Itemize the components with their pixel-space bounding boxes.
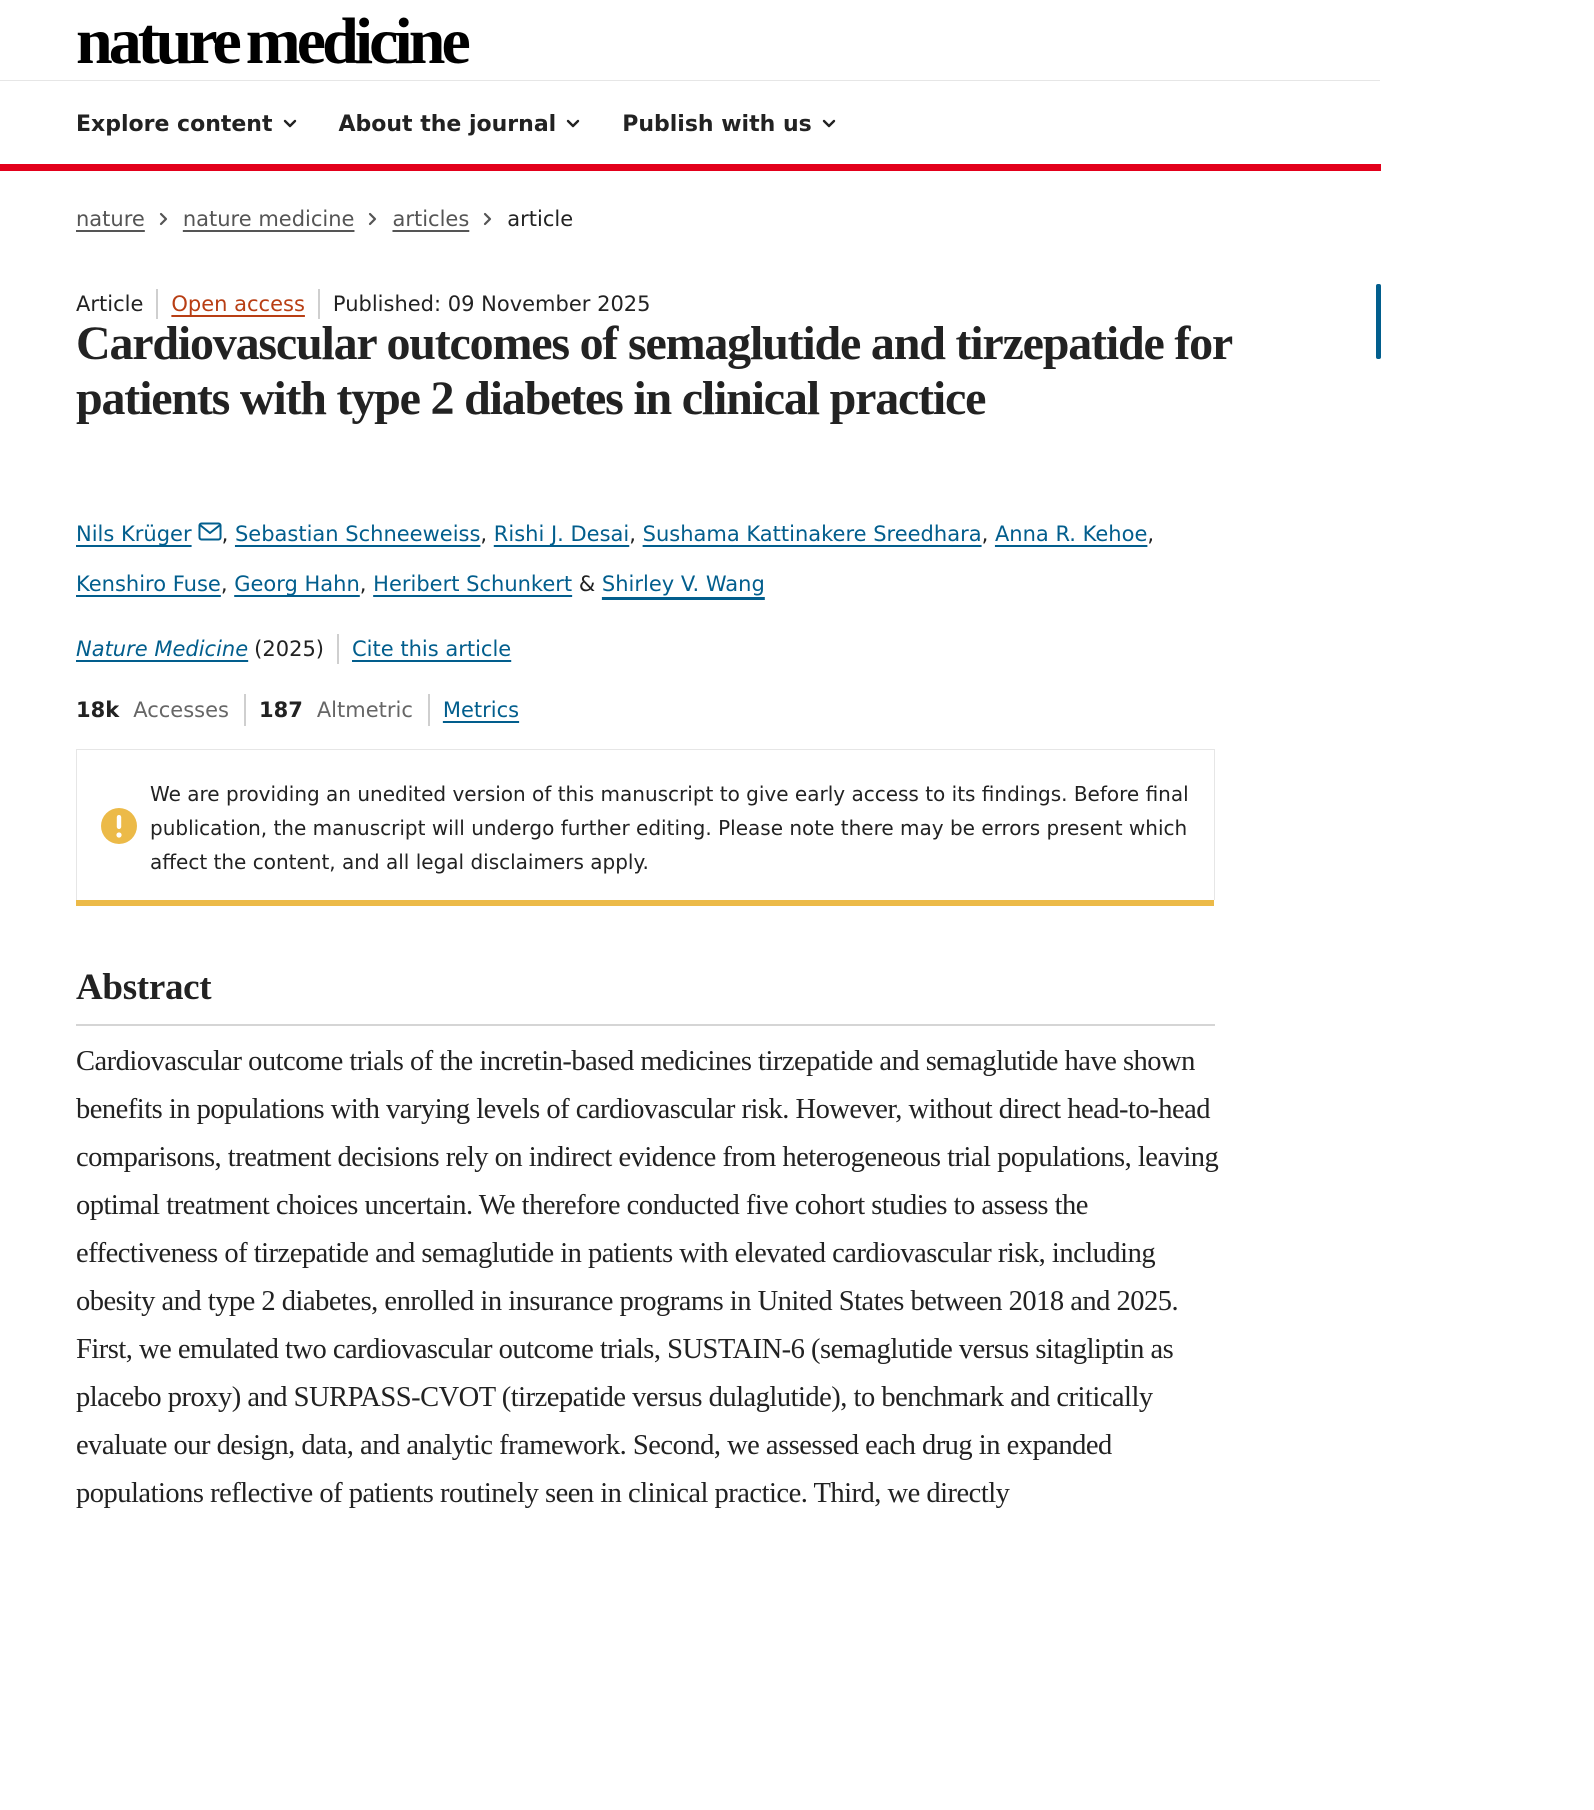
- accesses-count: 18k: [76, 698, 120, 722]
- author-joiner: &: [578, 572, 596, 596]
- chevron-right-icon: [368, 212, 378, 226]
- author-link[interactable]: Nils Krüger: [76, 522, 192, 546]
- published-date: Published: 09 November 2025: [332, 292, 651, 316]
- altmetric-count: 187: [258, 698, 303, 722]
- meta-divider: [337, 634, 339, 664]
- breadcrumb-articles[interactable]: articles: [392, 207, 470, 231]
- warning-icon: [101, 808, 137, 844]
- author-list: Nils Krüger , Sebastian Schneeweiss, Rishi J. Desai, Sushama Kattinakere Sreedhara, Anna R. Kehoe, Kenshiro Fuse, Georg Hahn, Heribert Schunkert & Shirley V. Wang: [76, 510, 1236, 609]
- abstract-heading: Abstract: [76, 967, 212, 1008]
- author-link[interactable]: Anna R. Kehoe: [994, 522, 1148, 546]
- abstract-divider: [76, 1024, 1215, 1026]
- article-type: Article: [76, 292, 144, 316]
- chevron-right-icon: [159, 212, 169, 226]
- author-link[interactable]: Heribert Schunkert: [373, 572, 573, 596]
- main-nav: [76, 106, 878, 142]
- logo-word-nature: nature: [76, 5, 238, 78]
- author-link[interactable]: Shirley V. Wang: [601, 572, 765, 596]
- breadcrumb-nature-medicine[interactable]: nature medicine: [182, 207, 355, 231]
- notice-accent-bar: [76, 900, 1214, 906]
- nav-label: Publish with us: [622, 111, 812, 137]
- author-link[interactable]: Rishi J. Desai: [493, 522, 630, 546]
- cite-article-link[interactable]: Cite this article: [352, 637, 512, 661]
- side-scroll-indicator[interactable]: [1376, 284, 1381, 359]
- author-link[interactable]: Kenshiro Fuse: [76, 572, 221, 596]
- journal-logo[interactable]: [76, 6, 467, 78]
- meta-divider: [244, 694, 246, 726]
- metrics-line: [76, 693, 519, 727]
- chevron-down-icon: [822, 119, 836, 129]
- meta-divider: [156, 289, 158, 319]
- metrics-link[interactable]: Metrics: [442, 698, 520, 722]
- author-link[interactable]: Georg Hahn: [234, 572, 360, 596]
- site-header: [0, 0, 1594, 172]
- logo-word-medicine: medicine: [245, 5, 467, 78]
- chevron-down-icon: [283, 119, 297, 129]
- journal-year: (2025): [254, 637, 325, 661]
- nav-label: About the journal: [338, 111, 557, 137]
- breadcrumb-current: article: [507, 207, 574, 231]
- header-divider: [0, 80, 1380, 81]
- article-title: Cardiovascular outcomes of semaglutide and tirzepatide for patients with type 2 diabetes in clinical practice: [76, 317, 1232, 425]
- meta-divider: [428, 694, 430, 726]
- unedited-manuscript-notice: [76, 749, 1215, 900]
- breadcrumb: [76, 202, 573, 236]
- chevron-right-icon: [483, 212, 493, 226]
- mail-icon[interactable]: [198, 511, 222, 560]
- breadcrumb-nature[interactable]: nature: [76, 207, 145, 231]
- nav-label: Explore content: [76, 111, 273, 137]
- abstract-text: Cardiovascular outcome trials of the incretin-based medicines tirzepatide and semaglutide have shown benefits in populations with varying levels of cardiovascular risk. However, without direct head-to-head comparisons, treatment decisions rely on indirect evidence from heterogeneous trial populations, leaving optimal treatment choices uncertain. We therefore conducted five cohort studies to assess the effectiveness of tirzepatide and semaglutide in patients with elevated cardiovascular risk, including obesity and type 2 diabetes, enrolled in insurance programs in United States between 2018 and 2025. First, we emulated two cardiovascular outcome trials, SUSTAIN-6 (semaglutide versus sitagliptin as placebo proxy) and SURPASS-CVOT (tirzepatide versus dulaglutide), to benchmark and critically evaluate our design, data, and analytic framework. Second, we assessed each drug in expanded populations reflective of patients routinely seen in clinical practice. Third, we directly: [76, 1046, 1219, 1509]
- chevron-down-icon: [566, 119, 580, 129]
- author-link[interactable]: Sushama Kattinakere Sreedhara: [642, 522, 982, 546]
- meta-divider: [318, 289, 320, 319]
- nav-publish-with-us[interactable]: [622, 106, 836, 142]
- journal-name-link[interactable]: Nature Medicine: [76, 637, 249, 661]
- open-access-link[interactable]: Open access: [171, 292, 305, 316]
- author-link[interactable]: Sebastian Schneeweiss: [234, 522, 481, 546]
- header-accent-bar: [0, 164, 1381, 171]
- nav-about-journal[interactable]: [339, 106, 581, 142]
- altmetric-label: Altmetric: [316, 698, 413, 722]
- accesses-label: Accesses: [133, 698, 229, 722]
- notice-text: We are providing an unedited version of this manuscript to give early access to its findings. Before final publication, the manuscript will undergo further editing. Please note there may be errors present which affect the content, and all legal disclaimers apply.: [150, 782, 1189, 874]
- journal-citation-line: [76, 632, 511, 666]
- nav-explore-content[interactable]: [76, 106, 297, 142]
